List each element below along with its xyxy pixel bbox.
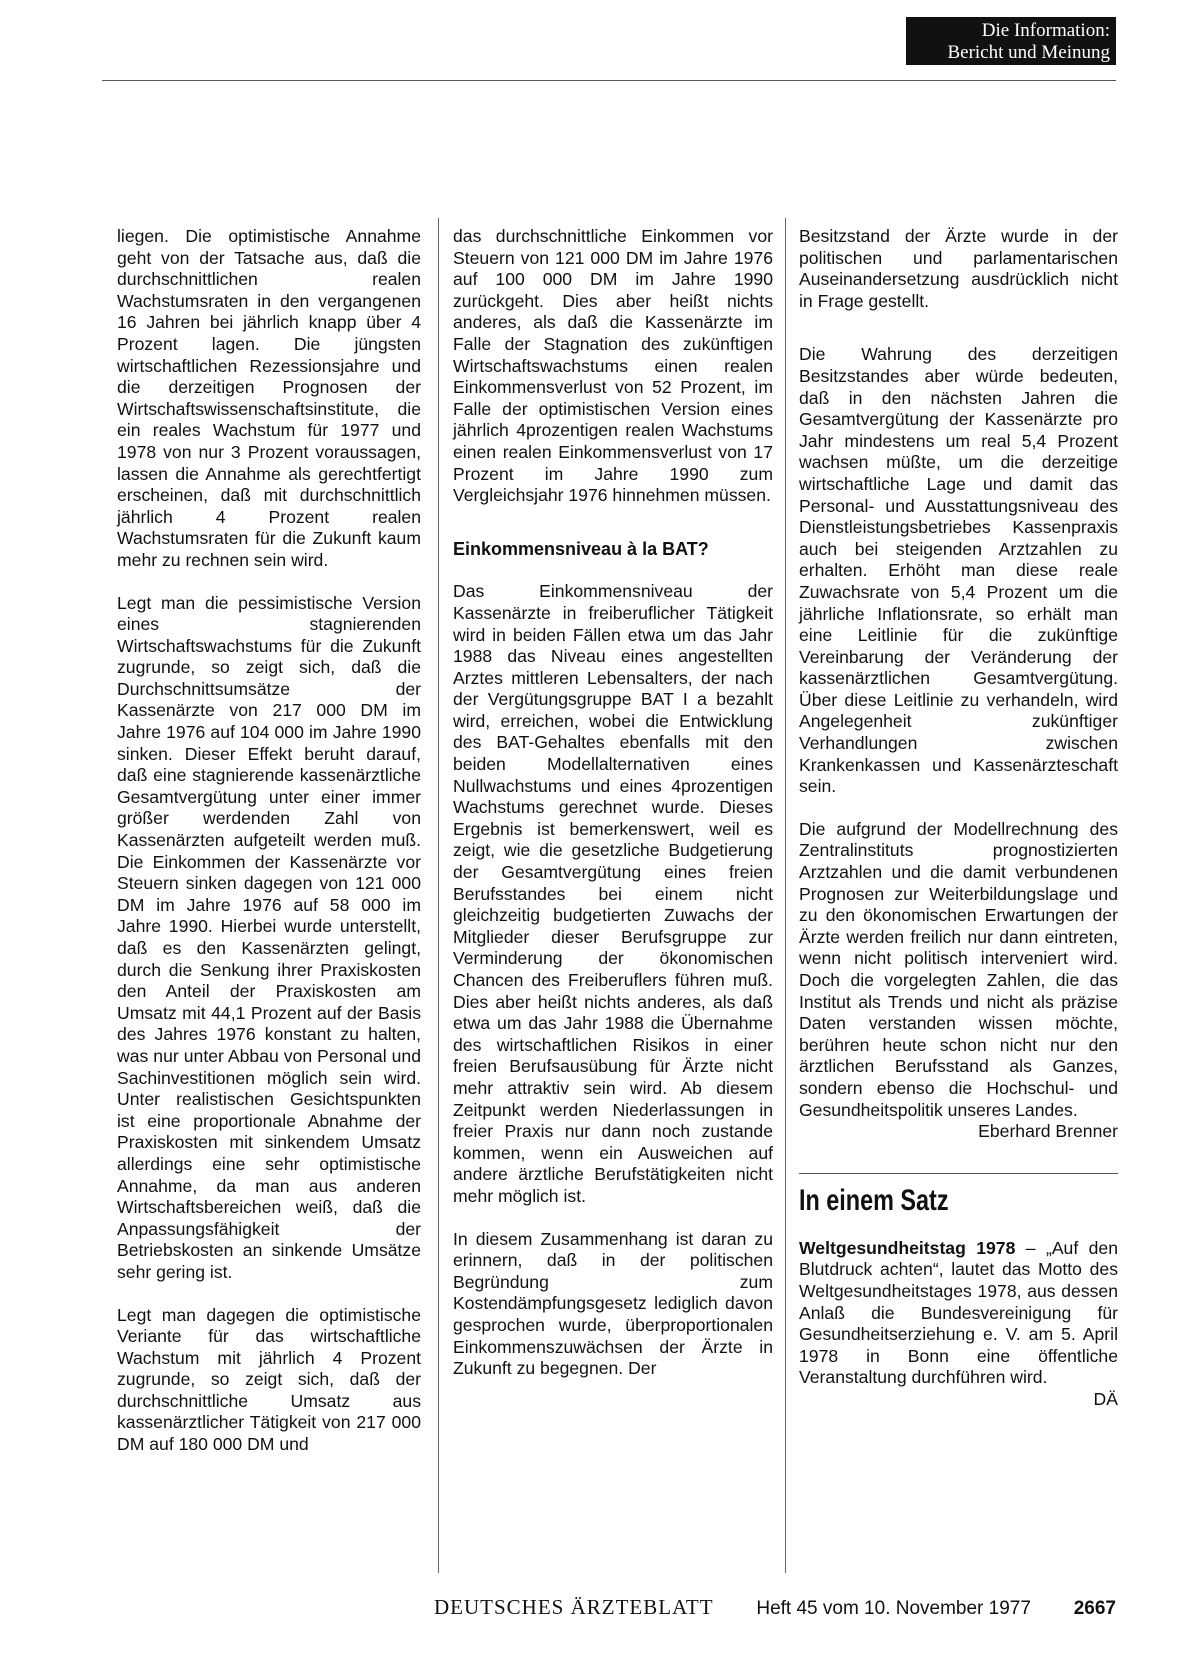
news-item-lead: Weltgesundheitstag 1978 — [799, 1237, 1016, 1258]
paragraph: Besitzstand der Ärzte wurde in der politischen und parlamentarischen Auseinandersetzung ausdrücklich nicht in Frage gestellt. — [799, 226, 1118, 311]
column-divider-1 — [438, 218, 439, 1573]
article-column-3 — [799, 226, 1118, 1411]
paragraph: das durchschnittliche Einkommen vor Steuern von 121 000 DM im Jahre 1976 auf 100 000 DM im Jahre 1990 zurückgeht. Dies aber heißt nichts anderes, als daß die Kassenärzte im Falle der Stagnation des zukünftigen Wirtschaftswachstums einen realen Einkommensverlust von 52 Prozent, im Falle der optimistischen Version eines jährlich 4prozentigen realen Wachstums einen realen Einkommensverlust von 17 Prozent im Jahre 1990 zum Vergleichsjahr 1976 hinnehmen müssen. — [453, 226, 773, 506]
paragraph: Legt man dagegen die optimistische Veriante für das wirtschaftliche Wachstum mit jährlich 4 Prozent zugrunde, so zeigt sich, daß der durchschnittliche Umsatz aus kassenärztlicher Tätigkeit von 217 000 DM auf 180 000 DM und — [117, 1304, 421, 1455]
section-label-line1: Die Information: — [981, 20, 1110, 41]
paragraph: Die aufgrund der Modellrechnung des Zentralinstituts prognostizierten Arztzahlen und die damit verbundenen Prognosen zur Weiterbildungslage und zu den ökonomischen Erwartungen der Ärzte werden freilich nur dann eintreten, wenn nicht politisch interveniert wird. Doch die vorgelegten Zahlen, die das Institut als Trends und nicht als präzise Daten verstanden wissen möchte, berühren heute schon nicht nur den ärztlichen Berufsstand als Ganzes, sondern ebenso die Hochschul- und Gesundheitspolitik unseres Landes. — [799, 818, 1118, 1120]
article-column-1 — [117, 226, 421, 1456]
paragraph: Legt man die pessimistische Version eines stagnierenden Wirtschaftswachstums für die Zukunft zugrunde, so zeigt sich, daß die Durchschnittsumsätze der Kassenärzte von 217 000 DM im Jahre 1976 auf 104 000 im Jahre 1990 sinken. Dieser Effekt beruht darauf, daß eine stagnierende kassenärztliche Gesamtvergütung unter einer immer größer werdenden Zahl von Kassenärzten aufgeteilt werden muß. Die Einkommen der Kassenärzte vor Steuern sinken dagegen von 121 000 DM im Jahre 1976 auf 58 000 im Jahre 1990. Hierbei wurde unterstellt, daß es den Kassenärzten gelingt, durch die Senkung ihrer Praxiskosten den Anteil der Praxiskosten am Umsatz mit 44,1 Prozent auf der Basis des Jahres 1976 konstant zu halten, was nur unter Abbau von Personal und Sachinvestitionen möglich sein wird. Unter realistischen Gesichtspunkten ist eine proportionale Abnahme der Praxiskosten mit sinkendem Umsatz allerdings eine sehr optimistische Annahme, da man aus anderen Wirtschaftsbereichen weiß, daß die Anpassungsfähigkeit der Betriebskosten an sinkende Umsätze sehr gering ist. — [117, 592, 421, 1282]
page-footer — [434, 1595, 1116, 1620]
news-item-signature: DÄ — [1093, 1388, 1118, 1409]
header-rule — [102, 80, 1116, 81]
news-item-text: – „Auf den Blutdruck achten“, lautet das Motto des Weltgesundheitstages 1978, aus dessen Anlaß die Bundesvereinigung für Gesundheitserziehung e. V. am 5. April 1978 in Bonn eine öffentliche Veranstaltung durchführen wird. — [799, 1237, 1118, 1388]
author-line — [799, 1121, 1118, 1143]
section-rule — [799, 1173, 1118, 1174]
paragraph: Die Wahrung des derzeitigen Besitzstandes aber würde bedeuten, daß in den nächsten Jahren die Gesamtvergütung der Kassenärzte pro Jahr mindestens um real 5,4 Prozent wachsen müßte, um die derzeitige wirtschaftliche Lage und damit das Personal- und Ausstattungsniveau des Dienstleistungsbetriebes Kassenpraxis auch bei steigenden Arztzahlen zu erhalten. Erhöht man diese reale Zuwachsrate von 5,4 Prozent um die jährliche Inflationsrate, so erhält man eine Leitlinie für die zukünftige Vereinbarung der Veränderung der kassenärztlichen Gesamtvergütung. Über diese Leitlinie zu verhandeln, wird Angelegenheit zukünftiger Verhandlungen zwischen Krankenkassen und Kassenärzteschaft sein. — [799, 344, 1118, 797]
article-column-2 — [453, 226, 773, 1380]
section-title: In einem Satz — [799, 1183, 949, 1217]
news-item-signature-line — [799, 1389, 1118, 1411]
news-item — [799, 1238, 1118, 1389]
paragraph: Das Einkommensniveau der Kassenärzte in freiberuflicher Tätigkeit wird in beiden Fällen etwa um das Jahr 1988 das Niveau eines angestellten Arztes mittleren Lebensalters, der nach der Vergütungsgruppe BAT I a bezahlt wird, erreichen, wobei die Entwicklung des BAT-Gehaltes ebenfalls mit den beiden Modellalternativen eines Nullwachstums und eines 4prozentigen Wachstums gerechnet wurde. Dieses Ergebnis ist bemerkenswert, weil es zeigt, wie die gesetzliche Budgetierung der Gesamtvergütung eines freien Berufsstandes bei einem nicht gleichzeitig budgetierten Zuwachs der Mitglieder dieser Berufsgruppe zur Verminderung der ökonomischen Chancen des Freiberuflers führen muß. Dies aber heißt nichts anderes, als daß etwa um das Jahr 1988 die Übernahme des wirtschaftlichen Risikos in einer freien Berufsausübung für Ärzte nicht mehr attraktiv sein wird. Ab diesem Zeitpunkt werden Niederlassungen in freier Praxis nur dann noch zustande kommen, wenn ein Ausweichen auf andere ärztliche Berufstätigkeiten nicht mehr möglich ist. — [453, 581, 773, 1206]
section-label-line2: Bericht und Meinung — [947, 42, 1110, 63]
journal-name: DEUTSCHES ÄRZTEBLATT — [434, 1595, 714, 1619]
page-number: 2667 — [1073, 1598, 1116, 1619]
issue-info: Heft 45 vom 10. November 1977 — [756, 1598, 1031, 1619]
author-name: Eberhard Brenner — [978, 1121, 1118, 1142]
subheading: Einkommensniveau à la BAT? — [453, 538, 709, 559]
paragraph: In diesem Zusammenhang ist daran zu erinnern, daß in der politischen Begründung zum Kostendämpfungsgesetz lediglich davon gesprochen wurde, überproportionalen Einkommenszuwächsen der Ärzte in Zukunft zu begegnen. Der — [453, 1228, 773, 1379]
section-label — [906, 17, 1116, 65]
paragraph: liegen. Die optimistische Annahme geht von der Tatsache aus, daß die durchschnittlichen realen Wachstumsraten in den vergangenen 16 Jahren bei jährlich knapp über 4 Prozent lagen. Die jüngsten wirtschaftlichen Rezessionsjahre und die derzeitigen Prognosen der Wirtschaftswissenschaftsinstitute, die ein reales Wachstum für 1977 und 1978 von nur 3 Prozent voraussagen, lassen die Annahme als gerechtfertigt erscheinen, daß mit durchschnittlich jährlich 4 Prozent realen Wachstumsraten für die Zukunft kaum mehr zu rechnen sein wird. — [117, 226, 421, 570]
column-divider-2 — [785, 218, 786, 1573]
